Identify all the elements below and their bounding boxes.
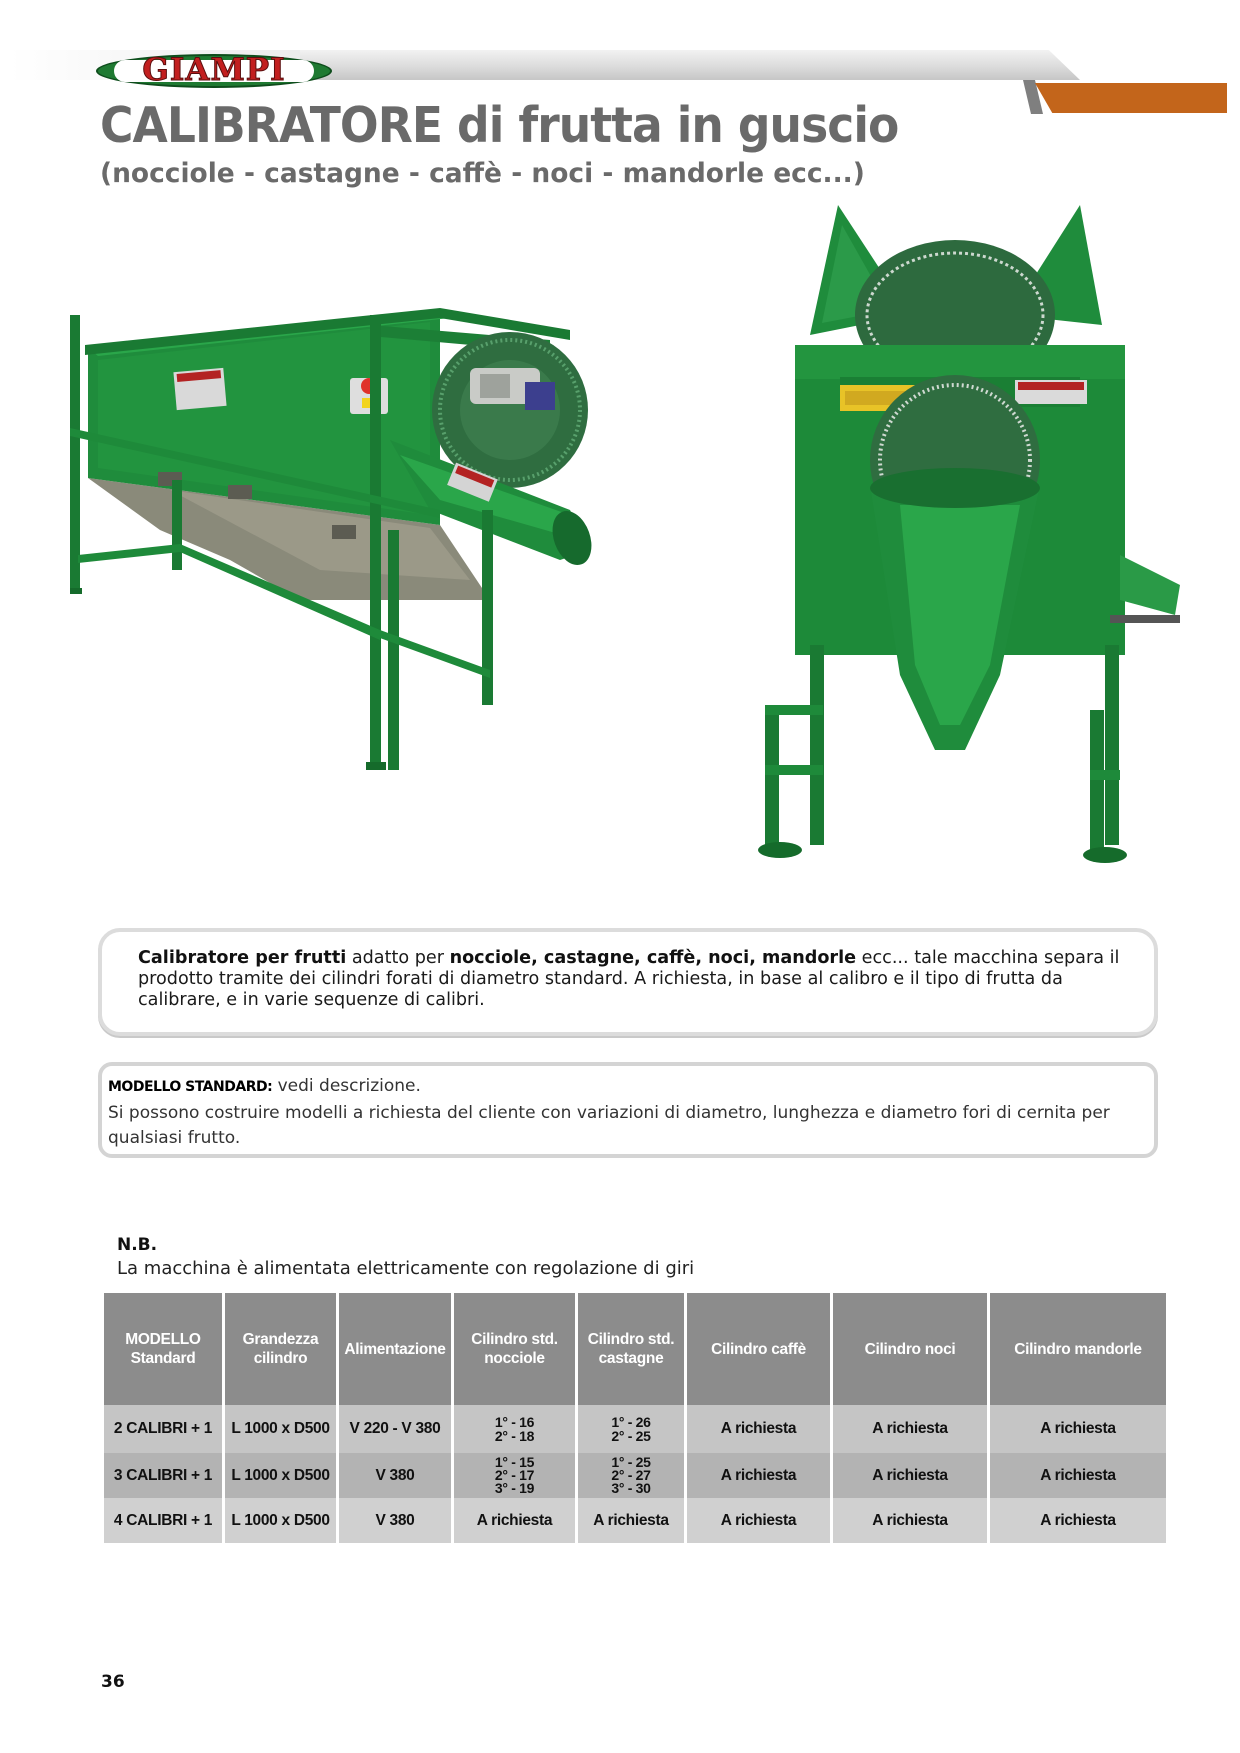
cell-mandorle: A richiesta [990,1453,1166,1498]
description-text [138,948,1128,1011]
accent-bar [1035,83,1227,113]
cell-mandorle: A richiesta [990,1405,1166,1453]
header-cilindro-castagne: Cilindro std. castagne [578,1293,687,1405]
header-cilindro-noci: Cilindro noci [833,1293,990,1405]
cell-castagne [578,1453,687,1498]
castagne-calibre: 2° - 25 [611,1428,651,1444]
table-row [104,1498,1166,1543]
nocciole-calibre: 3° - 19 [494,1480,535,1496]
nb-text: La macchina è alimentata elettricamente con regolazione di giri [117,1258,695,1279]
cell-modello: 4 CALIBRI + 1 [104,1498,225,1543]
cell-caffe: A richiesta [687,1453,833,1498]
page-title: CALIBRATORE di frutta in guscio [100,97,899,154]
calibrator-machine-front-photo [750,205,1195,865]
nocciole-calibre: 2° - 17 [494,1467,535,1483]
cell-nocciole [454,1405,578,1453]
brand-logo [96,50,332,88]
nocciole-calibre: 2° - 18 [494,1428,535,1444]
cell-noci: A richiesta [833,1453,990,1498]
cell-caffe: A richiesta [687,1498,833,1543]
header-cilindro-mandorle: Cilindro mandorle [990,1293,1166,1405]
table-row [104,1453,1166,1498]
nocciole-calibre: 1° - 16 [494,1414,535,1430]
model-custom-note: Si possono costruire modelli a richiesta del cliente con variazioni di diametro, lunghezza e diametro fori di cernita per qualsiasi frutto. [108,1103,1110,1148]
model-standard-label: MODELLO STANDARD: [108,1079,273,1095]
logo-text: GIAMPI [142,52,286,88]
description-text-1: adatto per [346,948,450,968]
cell-grandezza: L 1000 x D500 [225,1405,339,1453]
description-bold-2: nocciole, castagne, caffè, noci, mandorle [449,948,857,968]
model-standard-value: vedi descrizione. [272,1076,421,1096]
header-modello: MODELLO Standard [104,1293,225,1405]
page-number: 36 [101,1672,125,1692]
cell-noci: A richiesta [833,1405,990,1453]
cell-alimentazione: V 380 [339,1498,454,1543]
castagne-calibre: 1° - 25 [611,1454,651,1470]
header-band [300,50,1080,80]
header-cilindro-caffe: Cilindro caffè [687,1293,833,1405]
nb-label: N.B. [117,1235,158,1255]
table-header-row [104,1293,1166,1405]
cell-grandezza: L 1000 x D500 [225,1498,339,1543]
description-text-2: ecc... tale macchina separa il prodotto tramite dei cilindri forati di diametro standard. A richiesta, in base al calibro e il tipo di frutta da calibrare, e in varie sequenze di calibri. [138,948,1120,1010]
cell-caffe: A richiesta [687,1405,833,1453]
description-bold-1: Calibratore per frutti [138,948,347,968]
nocciole-calibre: 1° - 15 [494,1454,535,1470]
table-row [104,1405,1166,1453]
cell-alimentazione: V 380 [339,1453,454,1498]
cell-nocciole [454,1453,578,1498]
cell-modello: 2 CALIBRI + 1 [104,1405,225,1453]
castagne-calibre: 2° - 27 [611,1467,651,1483]
calibrator-machine-side-photo [70,300,670,870]
cell-castagne: A richiesta [578,1498,687,1543]
model-standard-line [108,1075,421,1098]
cell-modello: 3 CALIBRI + 1 [104,1453,225,1498]
cell-alimentazione: V 220 - V 380 [339,1405,454,1453]
page-subtitle: (nocciole - castagne - caffè - noci - mandorle ecc...) [100,158,865,189]
cell-mandorle: A richiesta [990,1498,1166,1543]
cell-noci: A richiesta [833,1498,990,1543]
header-cilindro-nocciole: Cilindro std. nocciole [454,1293,578,1405]
castagne-calibre: 1° - 26 [611,1414,651,1430]
header-grandezza: Grandezza cilindro [225,1293,339,1405]
header-alimentazione: Alimentazione [339,1293,454,1405]
castagne-calibre: 3° - 30 [611,1480,651,1496]
cell-nocciole: A richiesta [454,1498,578,1543]
cell-grandezza: L 1000 x D500 [225,1453,339,1498]
cell-castagne [578,1405,687,1453]
